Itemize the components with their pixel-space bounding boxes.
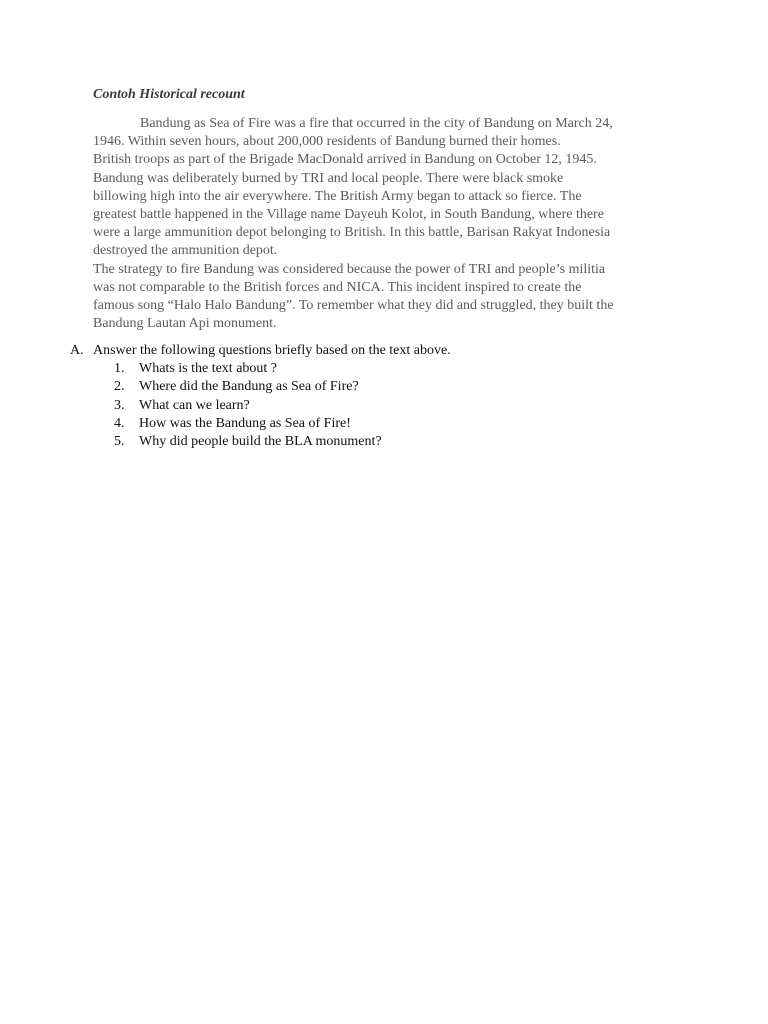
question-item xyxy=(70,397,451,415)
passage-line: were a large ammunition depot belonging to British. In this battle, Barisan Rakyat Indonesia xyxy=(93,225,611,241)
passage-line: destroyed the ammunition depot. xyxy=(93,243,278,259)
question-list xyxy=(70,360,451,451)
question-text: How was the Bandung as Sea of Fire! xyxy=(139,415,351,431)
question-number: 4. xyxy=(114,415,125,431)
question-text: Why did people build the BLA monument? xyxy=(139,434,382,450)
passage-line: greatest battle happened in the Village name Dayeuh Kolot, in South Bandung, where there xyxy=(93,207,604,223)
passage-line: Bandung Lautan Api monument. xyxy=(93,316,277,332)
question-number: 5. xyxy=(114,434,125,450)
question-number: 3. xyxy=(114,397,125,413)
question-text: What can we learn? xyxy=(139,397,250,413)
passage-line: billowing high into the air everywhere. The British Army began to attack so fierce. The xyxy=(93,188,582,204)
passage-line: British troops as part of the Brigade MacDonald arrived in Bandung on October 12, 1945. xyxy=(93,152,597,168)
question-number: 1. xyxy=(114,361,125,377)
recount-passage xyxy=(93,115,683,333)
question-item xyxy=(70,378,451,396)
question-text: Whats is the text about ? xyxy=(139,361,278,377)
section-a-instruction-row xyxy=(70,342,451,360)
passage-line: 1946. Within seven hours, about 200,000 residents of Bandung burned their homes. xyxy=(93,134,561,150)
document-title: Contoh Historical recount xyxy=(93,87,245,102)
section-a xyxy=(70,342,451,451)
question-number: 2. xyxy=(114,379,125,395)
question-text: Where did the Bandung as Sea of Fire? xyxy=(139,379,359,395)
passage-line: was not comparable to the British forces and NICA. This incident inspired to create the xyxy=(93,279,582,295)
passage-line: The strategy to fire Bandung was considered because the power of TRI and people’s militia xyxy=(93,261,606,277)
passage-line: Bandung was deliberately burned by TRI and local people. There were black smoke xyxy=(93,170,564,186)
passage-line: famous song “Halo Halo Bandung”. To remember what they did and struggled, they built the xyxy=(93,298,614,314)
question-item xyxy=(70,415,451,433)
section-instruction: Answer the following questions briefly based on the text above. xyxy=(93,343,451,358)
section-letter: A. xyxy=(70,343,84,358)
question-item xyxy=(70,360,451,378)
question-item xyxy=(70,433,451,451)
passage-line: Bandung as Sea of Fire was a fire that occurred in the city of Bandung on March 24, xyxy=(140,116,613,131)
